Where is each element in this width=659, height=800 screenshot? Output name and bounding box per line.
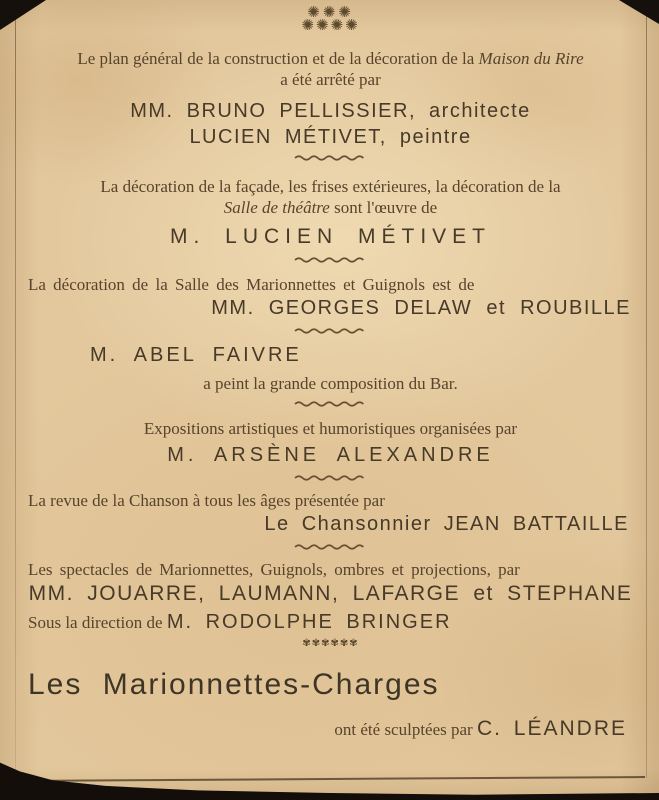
metivet-name-line: M. LUCIEN MÉTIVET	[169, 225, 492, 248]
charges-title: Les Marionnettes-Charges	[28, 668, 440, 701]
salle-line-1: La décoration de la Salle des Marionnettes et Guignols est de	[28, 275, 475, 294]
revue-line-1: La revue de la Chanson à tous les âges présentée par	[28, 491, 385, 510]
wavy-divider	[28, 543, 633, 553]
jouarre-names-line: MM. JOUARRE, LAUMANN, LAFARGE et STEPHANE	[28, 582, 633, 605]
facade-line-2	[28, 197, 633, 218]
wavy-divider	[28, 327, 633, 337]
wavy-divider	[28, 400, 633, 410]
facade-line-1: La décoration de la façade, les frises extérieures, la décoration de la	[100, 177, 561, 196]
wavy-divider	[28, 474, 633, 484]
facade-line-2-rest: sont l'œuvre de	[334, 198, 438, 217]
rosette-row-2: ✺✺✺✺	[301, 16, 360, 34]
rosette-ornament-icon	[28, 3, 633, 34]
faivre-line-2: a peint la grande composition du Bar.	[203, 374, 458, 393]
salle-de-theatre-italic: Salle de théâtre	[223, 198, 330, 217]
intro-line-1-text: Le plan général de la construction et de la décoration de la	[77, 49, 475, 68]
intro-line-2: a été arrêté par	[280, 70, 381, 89]
small-rosette-ornament-icon: ✾✾✾✾✾✾	[302, 638, 359, 649]
credit-prefix: ont été sculptées par	[334, 720, 473, 739]
leandre-name: C. LÉANDRE	[476, 717, 627, 740]
rosette-row-1: ✺✺✺	[307, 3, 354, 21]
intro-line-1	[28, 48, 633, 69]
alexandre-name-line: M. ARSÈNE ALEXANDRE	[167, 444, 494, 466]
bringer-name: M. RODOLPHE BRINGER	[166, 611, 452, 633]
wavy-divider	[28, 256, 633, 266]
direction-line	[28, 612, 633, 633]
battaille-name-line: Le Chansonnier JEAN BATTAILLE	[264, 513, 629, 535]
expositions-line-1: Expositions artistiques et humoristiques organisées par	[143, 419, 518, 438]
painter-name-line: LUCIEN MÉTIVET, peintre	[189, 126, 472, 148]
spectacles-line-1: Les spectacles de Marionnettes, Guignols, ombres et projections, par	[28, 560, 520, 579]
faivre-name-line: M. ABEL FAIVRE	[90, 344, 302, 366]
charges-credit-line	[28, 715, 633, 743]
direction-prefix: Sous la direction de	[28, 613, 163, 632]
architect-name-line: MM. BRUNO PELLISSIER, architecte	[130, 100, 531, 122]
maison-du-rire-italic: Maison du Rire	[478, 49, 584, 68]
delaw-roubille-name-line: MM. GEORGES DELAW et ROUBILLE	[211, 297, 631, 319]
wavy-divider	[28, 154, 633, 164]
